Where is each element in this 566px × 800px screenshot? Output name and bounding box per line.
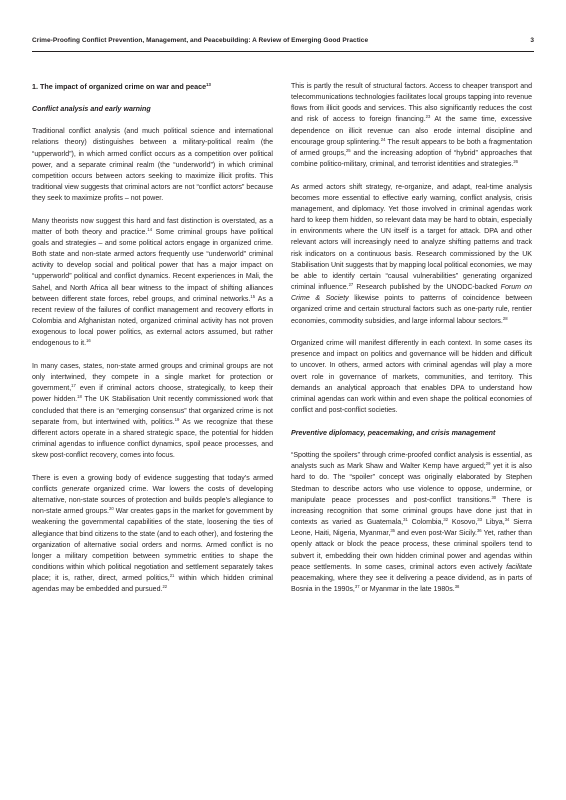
text: The UK Stabilisation Unit recently commissioned work that concluded that there is an “emerging consensus” that organized crime is not separate from, but intertwined with, politics.: [32, 396, 274, 426]
running-header: [32, 37, 534, 51]
text: There is increasing recognition that some criminal groups have done just that in contexts as varied as Guatemala,: [291, 496, 532, 527]
footnote-ref: 15: [250, 293, 256, 299]
footnote-ref: 13: [206, 82, 211, 87]
footnote-ref: 33: [477, 517, 483, 523]
footnote-ref: 19: [174, 416, 180, 422]
page-number: 3: [530, 37, 534, 44]
footnote-ref: 28: [502, 315, 508, 321]
text: likewise points to patterns of coincidence between organized crime and certain structural factors such as one-party rule, rentier economies, commodity subsidies, and large informal labour sectors.: [291, 295, 533, 325]
text: Research published by the UNODC-backed: [353, 284, 501, 292]
footnote-ref: 17: [71, 383, 76, 389]
paragraph: [32, 473, 273, 596]
text: peacemaking, where they see it delivering a peace dividend, as in parts of Bosnia in the 1990s,: [291, 574, 532, 594]
emphasis: facilitate: [506, 563, 532, 571]
text: War creates gaps in the market for government by weakening the governmental capabilities of the state, loosening the ties of allegiance that bind citizens to the state (and to each other), and fostering the organization of alternative social orders and norms. Armed conflict is no longer a military competition between symmetric entities to shape the conditions within which political negotiation and settlement separately takes place; it is, rather, direct, armed politics,: [32, 508, 273, 583]
footnote-ref: 26: [513, 159, 518, 165]
section-title-text: 1. The impact of organized crime on war and peace: [32, 82, 207, 91]
text: Organized crime will manifest differently in each context. In some cases its presence and impact on politics and governance will be hidden and difficult to uncover. In others, armed actors with criminal agendas will play a more overt role in governance of markets, communities, and territory. This demands an analytical approach that enables DPA to understand how criminal agendas can work within and even shape the political economies of conflict and post-conflict societies.: [291, 340, 532, 414]
text: At the same time, excessive dependence on illicit revenue can also erode internal discipline and encourage group splintering.: [291, 116, 532, 146]
text: Kosovo,: [448, 519, 478, 527]
paragraph: [291, 450, 532, 595]
footnote-ref: 38: [454, 584, 460, 590]
footnote-ref: 32: [443, 517, 449, 523]
text: Many theorists now suggest this hard and fast distinction is overstated, as a matter of both theory and practice.: [32, 217, 273, 236]
footnote-ref: 36: [476, 528, 482, 534]
footnote-ref: 16: [86, 338, 91, 344]
text: There is even a growing body of evidence suggesting that today’s armed conflicts: [32, 474, 273, 493]
footnote-ref: 18: [77, 394, 82, 400]
left-column: [32, 81, 273, 607]
text: Traditional conflict analysis (and much political science and international relations theory) distinguishes between a military-political realm (the “upperworld”), in which armed conflict occurs as a competition over political power, and a separate criminal realm (the “underworld”) in which criminal competition occurs between actors seeking to maximize illicit profits. This traditional view suggests that criminal actors are not “conflict actors” because they seek to maximize profits – not power.: [32, 128, 273, 203]
text: Libya,: [482, 519, 505, 527]
subheading-preventive-diplomacy: Preventive diplomacy, peacemaking, and crisis management: [291, 428, 496, 437]
header-rule: [32, 51, 534, 52]
text: yet it is also hard to do. The “spoiler” concept was originally elaborated by Stephen Stedman to describe actors who use violence to oppose, undermine, or manipulate peace processes and post-conflict transitions.: [291, 463, 532, 504]
paragraph: [291, 182, 532, 327]
text: and the increasing adoption of “hybrid” approaches that combine politico-military, criminal, and terrorist identities and strategies.: [291, 149, 532, 169]
text: In many cases, states, non-state armed groups and criminal groups are not only intertwined, they compete in a single market for protection or government,: [32, 362, 273, 393]
subheading-conflict-analysis: Conflict analysis and early warning: [32, 104, 151, 113]
footnote-ref: 27: [348, 282, 354, 288]
text: or Myanmar in the late 1980s.: [359, 586, 455, 594]
text: even if criminal actors choose, strategically, to keep their power hidden.: [32, 385, 273, 404]
running-header-title: Crime-Proofing Conflict Prevention, Management, and Peacebuilding: A Review of Emerging Good Practice: [32, 37, 369, 44]
paragraph: [291, 338, 532, 416]
footnote-ref: 31: [403, 517, 408, 523]
footnote-ref: 37: [354, 584, 360, 590]
text: As we recognize that these different actors operate in a shared strategic space, the potential for hidden criminal agendas to influence conflict dynamics, spoil peace processes, and skew post-conflict recovery, comes into focus.: [32, 418, 273, 460]
footnote-ref: 22: [162, 584, 168, 590]
text: “Spotting the spoilers” through crime-proofed conflict analysis is essential, as analysts such as Mark Shaw and Walter Kemp have argued;: [291, 452, 532, 471]
text: and even post-War Sicily.: [395, 530, 477, 538]
text: As armed actors shift strategy, re-organize, and adapt, real-time analysis becomes more essential to effective early warning, conflict analysis, crisis management, and diplomacy. Yet those involved in criminal agendas work hard to keep them hidden, so relevant data may be hard to obtain, especially in environments where the UN itself is a target for attack. DPA and other relevant actors will increasingly need to analyze shifting patterns and track risk indicators on a continuous basis. Research commissioned by the UK Stabilisation Unit suggests that by mapping local political economies, we may be able to identify certain “causal vulnerabilities” generating organized criminal influence.: [291, 183, 532, 292]
text: Sierra Leone, Haiti, Nigeria, Myanmar,: [291, 519, 532, 538]
emphasis: Forum on Crime & Society: [291, 284, 532, 303]
text: As a recent review of the failures of conflict management and recovery efforts in Colombia and Afghanistan noted, organized criminal activity has not proven exogenous to local power politics, as external actors assumed, but rather endogenous to it.: [32, 295, 273, 348]
text: Yet, rather than openly attack or block the peace process, these criminal spoilers tend to subvert it, embedding their own hidden criminal power and agendas within peace settlements. In some cases, criminal actors even actively: [291, 530, 533, 571]
footnote-ref: 14: [147, 226, 153, 232]
footnote-ref: 25: [345, 147, 351, 153]
right-column: [291, 81, 532, 607]
text: The result appears to be both a fragmentation of armed groups,: [291, 138, 532, 157]
paragraph: [32, 216, 273, 350]
paragraph: [291, 81, 532, 170]
text: within which hidden criminal agendas may be embedded and pursued.: [32, 575, 273, 594]
footnote-ref: 35: [390, 528, 396, 534]
paragraph: [32, 361, 273, 461]
text: Some criminal groups have political goals and strategies – and some political actors engage in organized crime. Both state and non-state armed actors frequently use “underworld” criminal activity to develop social and political power that has a major impact on “upperworld” political and conflict dynamics. Recent experiences in Mali, the Sahel, and North Africa all bear witness to the impact of shifting alliances between different state forces, rebel groups, and criminal networks.: [32, 228, 273, 303]
section-title: [32, 81, 273, 92]
text: This is partly the result of structural factors. Access to cheaper transport and telecommunications technologies facilitates local groups tapping into revenue flows from illicit goods and services. This also significantly reduces the cost and risk of access to foreign financing.: [291, 83, 532, 124]
footnote-ref: 20: [109, 506, 114, 512]
footnote-ref: 21: [169, 573, 175, 579]
footnote-ref: 23: [425, 114, 431, 120]
text: organized crime. War lowers the costs of developing alternative, non-state sources of protection and builds people’s allegiance to non-state armed groups.: [32, 485, 273, 516]
paragraph: [32, 126, 273, 204]
footnote-ref: 29: [485, 461, 491, 467]
text: Colombia,: [407, 519, 444, 527]
footnote-ref: 24: [380, 136, 386, 142]
emphasis: generate: [61, 485, 90, 493]
footnote-ref: 34: [504, 517, 510, 523]
footnote-ref: 30: [491, 494, 497, 500]
